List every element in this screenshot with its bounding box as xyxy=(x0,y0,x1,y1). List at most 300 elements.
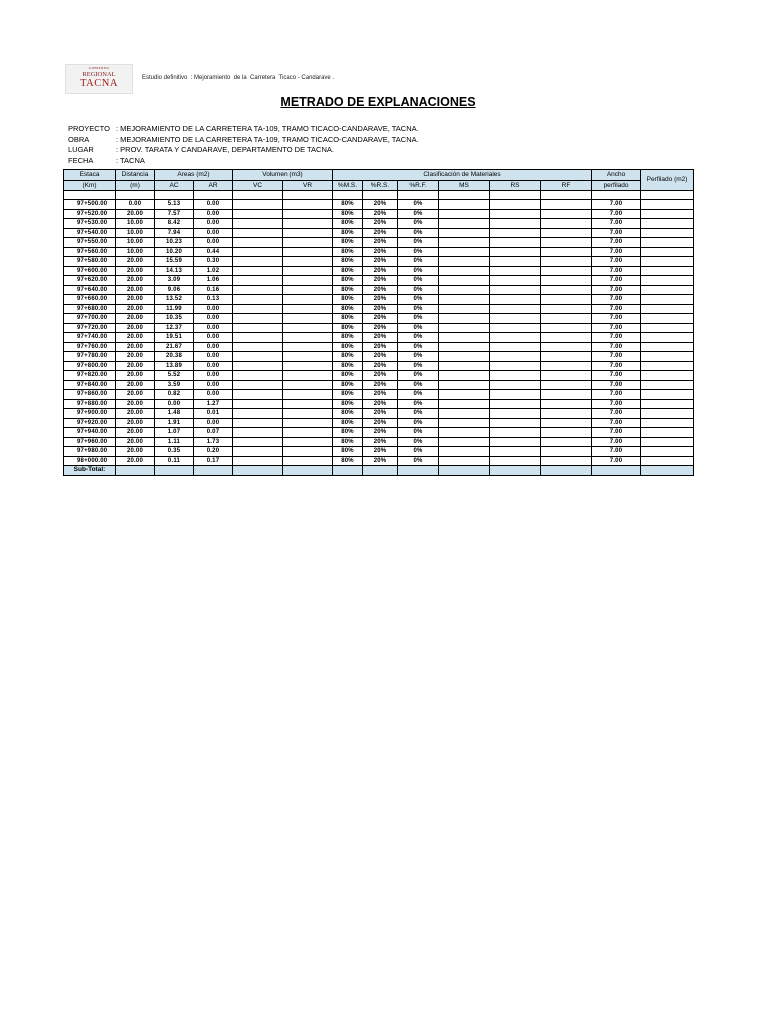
table-cell xyxy=(333,466,363,476)
cell-rf xyxy=(541,456,592,466)
cell-perfilado xyxy=(641,238,694,248)
cell-estaca: 97+560.00 xyxy=(64,247,116,257)
cell-ms xyxy=(439,304,490,314)
cell-ms xyxy=(439,276,490,286)
cell-vr xyxy=(283,437,333,447)
cell-vc xyxy=(233,228,283,238)
cell-vc xyxy=(233,437,283,447)
cell-perfilado xyxy=(641,304,694,314)
table-cell xyxy=(64,191,116,200)
cell-estaca: 97+760.00 xyxy=(64,342,116,352)
cell-vr xyxy=(283,361,333,371)
cell-ms-pct: 80% xyxy=(333,456,363,466)
cell-perfilado xyxy=(641,390,694,400)
cell-rs-pct: 20% xyxy=(363,209,398,219)
cell-ms xyxy=(439,209,490,219)
cell-estaca: 97+620.00 xyxy=(64,276,116,286)
cell-rs-pct: 20% xyxy=(363,371,398,381)
cell-rs-pct: 20% xyxy=(363,219,398,229)
cell-ms-pct: 80% xyxy=(333,304,363,314)
header-vr: VR xyxy=(283,180,333,191)
cell-distancia: 20.00 xyxy=(116,304,155,314)
table-cell xyxy=(363,466,398,476)
cell-rs xyxy=(490,266,541,276)
cell-ms xyxy=(439,437,490,447)
table-row xyxy=(64,304,694,314)
cell-rs-pct: 20% xyxy=(363,380,398,390)
cell-rf-pct: 0% xyxy=(398,437,439,447)
cell-rs-pct: 20% xyxy=(363,361,398,371)
header-perfilado-m2: Perfilado (m2) xyxy=(641,170,694,191)
cell-ancho: 7.00 xyxy=(592,371,641,381)
cell-ac: 21.67 xyxy=(155,342,194,352)
cell-ancho: 7.00 xyxy=(592,437,641,447)
cell-vc xyxy=(233,238,283,248)
info-value: : TACNA xyxy=(116,155,145,165)
cell-perfilado xyxy=(641,361,694,371)
cell-ar: 1.27 xyxy=(194,399,233,409)
cell-rs xyxy=(490,456,541,466)
cell-rf xyxy=(541,238,592,248)
cell-rs xyxy=(490,285,541,295)
cell-rs xyxy=(490,418,541,428)
cell-distancia: 20.00 xyxy=(116,323,155,333)
cell-perfilado xyxy=(641,371,694,381)
cell-vc xyxy=(233,257,283,267)
cell-ms xyxy=(439,380,490,390)
cell-ar: 0.00 xyxy=(194,238,233,248)
cell-estaca: 97+960.00 xyxy=(64,437,116,447)
header-ms-pct: %M.S. xyxy=(333,180,363,191)
cell-ms-pct: 80% xyxy=(333,266,363,276)
cell-rs xyxy=(490,238,541,248)
cell-ar: 0.20 xyxy=(194,447,233,457)
cell-ancho: 7.00 xyxy=(592,352,641,362)
cell-ac: 5.13 xyxy=(155,200,194,210)
cell-ac: 15.59 xyxy=(155,257,194,267)
cell-vr xyxy=(283,200,333,210)
table-header xyxy=(64,170,694,191)
cell-ar: 0.00 xyxy=(194,380,233,390)
cell-rs xyxy=(490,276,541,286)
cell-vr xyxy=(283,333,333,343)
cell-distancia: 20.00 xyxy=(116,428,155,438)
cell-ac: 13.52 xyxy=(155,295,194,305)
cell-perfilado xyxy=(641,200,694,210)
cell-ms xyxy=(439,428,490,438)
cell-ancho: 7.00 xyxy=(592,219,641,229)
page-title xyxy=(0,95,768,109)
cell-distancia: 20.00 xyxy=(116,418,155,428)
cell-rs xyxy=(490,314,541,324)
cell-vr xyxy=(283,390,333,400)
cell-rs xyxy=(490,333,541,343)
cell-estaca: 97+860.00 xyxy=(64,390,116,400)
cell-vr xyxy=(283,276,333,286)
cell-estaca: 97+520.00 xyxy=(64,209,116,219)
cell-vc xyxy=(233,399,283,409)
cell-perfilado xyxy=(641,257,694,267)
table-row xyxy=(64,409,694,419)
cell-ms-pct: 80% xyxy=(333,409,363,419)
cell-ar: 0.00 xyxy=(194,418,233,428)
table-cell xyxy=(194,191,233,200)
table-row xyxy=(64,352,694,362)
cell-ms-pct: 80% xyxy=(333,428,363,438)
cell-ms-pct: 80% xyxy=(333,390,363,400)
info-row-fecha xyxy=(68,156,419,167)
info-key: PROYECTO xyxy=(68,124,110,133)
info-value: : MEJORAMIENTO DE LA CARRETERA TA-109, TRAMO TICACO-CANDARAVE, TACNA. xyxy=(116,134,419,144)
cell-rf-pct: 0% xyxy=(398,371,439,381)
cell-distancia: 10.00 xyxy=(116,228,155,238)
cell-estaca: 97+640.00 xyxy=(64,285,116,295)
cell-vc xyxy=(233,314,283,324)
cell-ms-pct: 80% xyxy=(333,314,363,324)
header-volumen: Volumen (m3) xyxy=(233,170,333,181)
cell-ms-pct: 80% xyxy=(333,257,363,267)
cell-ms-pct: 80% xyxy=(333,323,363,333)
cell-vr xyxy=(283,314,333,324)
table-row xyxy=(64,247,694,257)
table-row xyxy=(64,418,694,428)
cell-ms-pct: 80% xyxy=(333,247,363,257)
cell-ms xyxy=(439,333,490,343)
cell-perfilado xyxy=(641,276,694,286)
cell-ancho: 7.00 xyxy=(592,399,641,409)
header-estaca: Estaca xyxy=(64,170,116,181)
cell-vr xyxy=(283,409,333,419)
cell-rf-pct: 0% xyxy=(398,304,439,314)
cell-perfilado xyxy=(641,409,694,419)
cell-ar: 1.73 xyxy=(194,437,233,447)
cell-rf-pct: 0% xyxy=(398,247,439,257)
cell-estaca: 97+740.00 xyxy=(64,333,116,343)
cell-ac: 8.42 xyxy=(155,219,194,229)
cell-rf xyxy=(541,200,592,210)
cell-vr xyxy=(283,304,333,314)
cell-ancho: 7.00 xyxy=(592,380,641,390)
cell-vr xyxy=(283,447,333,457)
cell-ar: 0.01 xyxy=(194,409,233,419)
cell-distancia: 20.00 xyxy=(116,437,155,447)
cell-ac: 13.89 xyxy=(155,361,194,371)
cell-distancia: 20.00 xyxy=(116,333,155,343)
cell-perfilado xyxy=(641,418,694,428)
cell-ac: 7.94 xyxy=(155,228,194,238)
cell-vr xyxy=(283,428,333,438)
cell-vr xyxy=(283,342,333,352)
cell-distancia: 20.00 xyxy=(116,257,155,267)
cell-rs xyxy=(490,342,541,352)
cell-perfilado xyxy=(641,447,694,457)
table-cell xyxy=(490,466,541,476)
cell-rs-pct: 20% xyxy=(363,314,398,324)
cell-distancia: 20.00 xyxy=(116,361,155,371)
cell-estaca: 97+940.00 xyxy=(64,428,116,438)
cell-ms-pct: 80% xyxy=(333,219,363,229)
cell-rs-pct: 20% xyxy=(363,390,398,400)
cell-rf xyxy=(541,323,592,333)
cell-ancho: 7.00 xyxy=(592,295,641,305)
table-row xyxy=(64,257,694,267)
cell-ancho: 7.00 xyxy=(592,257,641,267)
table-row xyxy=(64,399,694,409)
cell-ms xyxy=(439,266,490,276)
cell-ac: 3.59 xyxy=(155,380,194,390)
cell-distancia: 20.00 xyxy=(116,447,155,457)
table-cell xyxy=(398,191,439,200)
cell-rs xyxy=(490,295,541,305)
cell-perfilado xyxy=(641,380,694,390)
table-cell xyxy=(116,191,155,200)
cell-distancia: 20.00 xyxy=(116,371,155,381)
cell-vc xyxy=(233,361,283,371)
cell-ms xyxy=(439,228,490,238)
cell-perfilado xyxy=(641,295,694,305)
cell-rf xyxy=(541,352,592,362)
cell-vc xyxy=(233,209,283,219)
cell-estaca: 97+800.00 xyxy=(64,361,116,371)
cell-rs xyxy=(490,247,541,257)
cell-rs xyxy=(490,447,541,457)
cell-vr xyxy=(283,323,333,333)
cell-distancia: 0.00 xyxy=(116,200,155,210)
cell-ar: 0.00 xyxy=(194,333,233,343)
cell-perfilado xyxy=(641,266,694,276)
cell-ar: 0.00 xyxy=(194,342,233,352)
cell-ac: 5.52 xyxy=(155,371,194,381)
cell-rf-pct: 0% xyxy=(398,238,439,248)
cell-rf-pct: 0% xyxy=(398,219,439,229)
cell-ar: 0.30 xyxy=(194,257,233,267)
cell-ms xyxy=(439,352,490,362)
cell-estaca: 98+000.00 xyxy=(64,456,116,466)
cell-perfilado xyxy=(641,342,694,352)
cell-rf xyxy=(541,285,592,295)
info-value: : MEJORAMIENTO DE LA CARRETERA TA-109, TRAMO TICACO-CANDARAVE, TACNA. xyxy=(116,124,419,133)
cell-ar: 0.44 xyxy=(194,247,233,257)
table-row xyxy=(64,323,694,333)
cell-vr xyxy=(283,219,333,229)
cell-estaca: 97+700.00 xyxy=(64,314,116,324)
cell-ms-pct: 80% xyxy=(333,209,363,219)
cell-ancho: 7.00 xyxy=(592,456,641,466)
header-rf-pct: %R.F. xyxy=(398,180,439,191)
cell-ar: 0.00 xyxy=(194,304,233,314)
cell-rs-pct: 20% xyxy=(363,247,398,257)
cell-vc xyxy=(233,352,283,362)
cell-rs-pct: 20% xyxy=(363,342,398,352)
cell-vc xyxy=(233,295,283,305)
table-cell xyxy=(592,191,641,200)
table-row xyxy=(64,428,694,438)
cell-ar: 0.17 xyxy=(194,456,233,466)
cell-vr xyxy=(283,295,333,305)
header-m: (m) xyxy=(116,180,155,191)
cell-distancia: 20.00 xyxy=(116,352,155,362)
cell-rf xyxy=(541,428,592,438)
cell-estaca: 97+500.00 xyxy=(64,200,116,210)
cell-rf-pct: 0% xyxy=(398,409,439,419)
table-row xyxy=(64,333,694,343)
cell-ac: 10.23 xyxy=(155,238,194,248)
cell-ac: 7.57 xyxy=(155,209,194,219)
cell-rs xyxy=(490,352,541,362)
table-cell xyxy=(233,466,283,476)
cell-vc xyxy=(233,247,283,257)
cell-ms-pct: 80% xyxy=(333,295,363,305)
cell-perfilado xyxy=(641,323,694,333)
cell-rf-pct: 0% xyxy=(398,352,439,362)
cell-vr xyxy=(283,418,333,428)
cell-ms-pct: 80% xyxy=(333,361,363,371)
cell-ac: 0.82 xyxy=(155,390,194,400)
info-row-lugar xyxy=(68,145,419,156)
subtotal-row xyxy=(64,466,694,476)
cell-rf-pct: 0% xyxy=(398,361,439,371)
cell-rf-pct: 0% xyxy=(398,228,439,238)
cell-ancho: 7.00 xyxy=(592,342,641,352)
cell-vc xyxy=(233,219,283,229)
cell-vr xyxy=(283,247,333,257)
table-row xyxy=(64,390,694,400)
cell-ms-pct: 80% xyxy=(333,200,363,210)
cell-ms xyxy=(439,323,490,333)
cell-ar: 0.00 xyxy=(194,371,233,381)
cell-ac: 1.48 xyxy=(155,409,194,419)
cell-rf-pct: 0% xyxy=(398,333,439,343)
cell-distancia: 10.00 xyxy=(116,247,155,257)
cell-ms-pct: 80% xyxy=(333,437,363,447)
cell-rs-pct: 20% xyxy=(363,200,398,210)
cell-distancia: 20.00 xyxy=(116,295,155,305)
cell-rs-pct: 20% xyxy=(363,228,398,238)
cell-rs xyxy=(490,304,541,314)
cell-ancho: 7.00 xyxy=(592,361,641,371)
project-info xyxy=(68,124,419,166)
cell-ms-pct: 80% xyxy=(333,447,363,457)
cell-rs-pct: 20% xyxy=(363,238,398,248)
cell-rs-pct: 20% xyxy=(363,304,398,314)
table-row xyxy=(64,437,694,447)
cell-ac: 0.00 xyxy=(155,399,194,409)
cell-vc xyxy=(233,428,283,438)
cell-distancia: 20.00 xyxy=(116,285,155,295)
cell-rs xyxy=(490,200,541,210)
cell-ar: 0.00 xyxy=(194,200,233,210)
cell-ancho: 7.00 xyxy=(592,323,641,333)
cell-vr xyxy=(283,399,333,409)
cell-rs-pct: 20% xyxy=(363,323,398,333)
cell-rf-pct: 0% xyxy=(398,399,439,409)
cell-ancho: 7.00 xyxy=(592,228,641,238)
cell-estaca: 97+530.00 xyxy=(64,219,116,229)
cell-rs xyxy=(490,399,541,409)
cell-distancia: 20.00 xyxy=(116,266,155,276)
cell-distancia: 20.00 xyxy=(116,209,155,219)
cell-rf xyxy=(541,209,592,219)
cell-rs-pct: 20% xyxy=(363,437,398,447)
table-row xyxy=(64,228,694,238)
cell-ms xyxy=(439,219,490,229)
cell-rf-pct: 0% xyxy=(398,342,439,352)
cell-ms xyxy=(439,447,490,457)
cell-distancia: 20.00 xyxy=(116,399,155,409)
cell-ar: 0.00 xyxy=(194,219,233,229)
cell-ar: 0.00 xyxy=(194,352,233,362)
cell-ancho: 7.00 xyxy=(592,447,641,457)
cell-perfilado xyxy=(641,247,694,257)
cell-rf xyxy=(541,276,592,286)
cell-rf-pct: 0% xyxy=(398,456,439,466)
gobierno-regional-logo xyxy=(65,64,133,94)
table-row xyxy=(64,361,694,371)
cell-ar: 0.00 xyxy=(194,314,233,324)
cell-ancho: 7.00 xyxy=(592,418,641,428)
cell-vc xyxy=(233,304,283,314)
cell-estaca: 97+540.00 xyxy=(64,228,116,238)
cell-distancia: 10.00 xyxy=(116,219,155,229)
cell-rs-pct: 20% xyxy=(363,276,398,286)
cell-estaca: 97+660.00 xyxy=(64,295,116,305)
table-row xyxy=(64,456,694,466)
cell-ac: 1.91 xyxy=(155,418,194,428)
cell-vr xyxy=(283,257,333,267)
cell-perfilado xyxy=(641,428,694,438)
header-km: (Km) xyxy=(64,180,116,191)
cell-ms-pct: 80% xyxy=(333,399,363,409)
table-row xyxy=(64,276,694,286)
cell-ac: 10.35 xyxy=(155,314,194,324)
cell-ancho: 7.00 xyxy=(592,266,641,276)
table-cell xyxy=(541,191,592,200)
info-key: OBRA xyxy=(68,134,90,144)
cell-rf-pct: 0% xyxy=(398,314,439,324)
cell-rs xyxy=(490,437,541,447)
table-cell xyxy=(233,191,283,200)
cell-rf-pct: 0% xyxy=(398,323,439,333)
cell-vc xyxy=(233,342,283,352)
cell-rf xyxy=(541,266,592,276)
cell-rf xyxy=(541,304,592,314)
cell-rf xyxy=(541,247,592,257)
cell-distancia: 20.00 xyxy=(116,409,155,419)
header-ancho: Ancho xyxy=(592,170,641,181)
cell-rf xyxy=(541,219,592,229)
study-description: Estudio definitivo : Mejoramiento de la Carretera Ticaco - Candarave . xyxy=(142,75,335,81)
table-cell xyxy=(641,466,694,476)
cell-vc xyxy=(233,380,283,390)
cell-vc xyxy=(233,409,283,419)
header-ms: MS xyxy=(439,180,490,191)
header-ancho-perfilado: perfilado xyxy=(592,180,641,191)
cell-rf-pct: 0% xyxy=(398,285,439,295)
cell-estaca: 97+840.00 xyxy=(64,380,116,390)
cell-ancho: 7.00 xyxy=(592,238,641,248)
cell-ar: 0.16 xyxy=(194,285,233,295)
header-distancia: Distancia xyxy=(116,170,155,181)
table-footer xyxy=(64,466,694,476)
cell-vr xyxy=(283,380,333,390)
cell-vc xyxy=(233,276,283,286)
cell-rf-pct: 0% xyxy=(398,209,439,219)
table-row xyxy=(64,200,694,210)
info-row-obra xyxy=(68,135,419,146)
cell-distancia: 20.00 xyxy=(116,342,155,352)
cell-rf xyxy=(541,409,592,419)
table-row xyxy=(64,342,694,352)
